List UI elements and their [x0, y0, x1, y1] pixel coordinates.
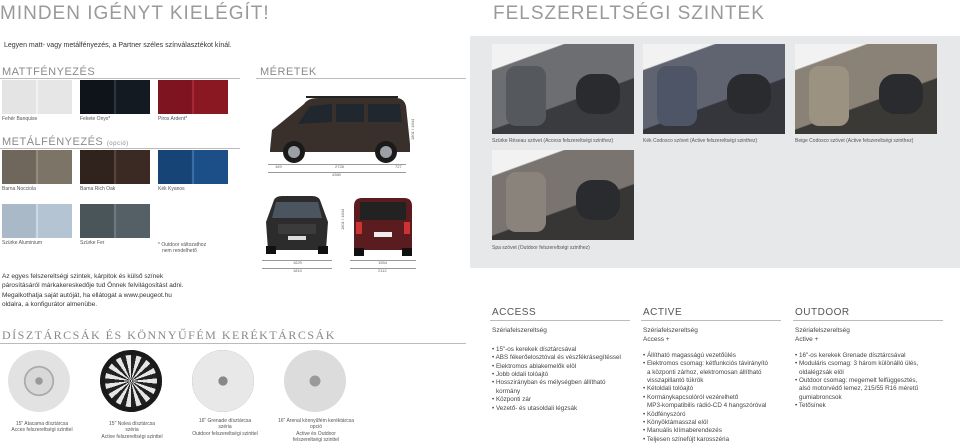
- para-line: párosításáról márkakereskedője tud Önnek felvilágosítást adni.: [2, 282, 184, 290]
- caption-line: 15" Atacama dísztárcsa: [15, 421, 69, 427]
- level-title-access: ACCESS: [492, 307, 537, 318]
- swatch-label: Kék Kyanos: [158, 186, 185, 192]
- page-title-left: MINDEN IGÉNYT KIELÉGÍT!: [0, 3, 270, 24]
- list-item: gumiabroncsok: [799, 393, 842, 401]
- matt-title: MATTFÉNYEZÉS: [2, 66, 96, 78]
- wheel-grenade-image: [192, 350, 254, 412]
- upholstery-photo-codosco-blue: [643, 44, 785, 134]
- level-list-outdoor: [795, 352, 955, 411]
- level-sub-outdoor: [795, 327, 850, 345]
- swatch-label: Fekete Onyx*: [80, 116, 111, 122]
- list-item: • Kétoldali tolóajtó: [643, 385, 694, 393]
- dim-label: 727: [395, 164, 402, 169]
- wheels-title: DÍSZTÁRCSÁK ÉS KÖNNYŰFÉM KERÉKTÁRCSÁK: [2, 328, 336, 342]
- page-title-right: FELSZERELTSÉGI SZINTEK: [493, 3, 765, 24]
- level-sub-line: Szériafelszereltség: [643, 327, 698, 334]
- list-item: visszapillantó tükrök: [647, 377, 704, 385]
- level-sub-access: [492, 327, 547, 336]
- list-item: oldalégzsák elöl: [799, 368, 844, 376]
- upholstery-caption: Kék Codosco szövet (Active felszereltségi szinthez): [643, 138, 758, 144]
- upholstery-photo-reseau: [492, 44, 634, 134]
- list-item: • Állítható magasságú vezetőülés: [643, 352, 736, 359]
- level-title-outdoor: OUTDOOR: [795, 307, 850, 318]
- list-item: • Vezető- és utasoldali légzsák: [492, 404, 578, 412]
- list-item: alsó motorvédő lemez, 215/55 R16 méretű: [799, 385, 919, 393]
- caption-line: 15" Nolea dísztárcsa: [109, 421, 155, 427]
- list-item: • Elektromos ablakemelők elöl: [492, 362, 577, 370]
- level-title-active: ACTIVE: [643, 307, 683, 318]
- dim-label: 2728: [335, 164, 344, 169]
- dim-label: 4380: [332, 172, 341, 177]
- caption-line: felszereltségi szinttel: [292, 436, 340, 443]
- swatch-label: Barna Nocciola: [2, 186, 36, 192]
- wheel-arenal-image: [284, 350, 346, 412]
- level-list-access: [492, 346, 640, 413]
- level-sub-line: Szériafelszereltség: [492, 327, 547, 334]
- list-item: • Moduláris csomag: 3 három különálló ülés,: [795, 360, 919, 368]
- wheel-caption-nolea: [92, 421, 172, 440]
- wheel-caption-atacama: [2, 421, 82, 434]
- upholstery-photo-codosco-beige: [795, 44, 937, 134]
- list-item: • Kormánykapcsolóról vezérelhető: [643, 393, 739, 401]
- caption-line: széria: [125, 427, 139, 434]
- level-list-active: [643, 352, 791, 444]
- level-sub-line: Active +: [795, 335, 819, 343]
- metal-title: [2, 136, 129, 148]
- swatch-label: Szürke Fer: [80, 240, 105, 246]
- wheel-nolea-image: [100, 350, 162, 412]
- swatch-label: Fehér Banquise: [2, 116, 38, 122]
- list-item: • Teljesen színefújt karosszéria: [643, 435, 730, 443]
- swatch-barna-nocciola: [2, 150, 72, 184]
- dim-label: 2112: [378, 268, 387, 273]
- swatch-feher-banquise: [2, 80, 72, 114]
- footnote-line: nem rendelhető: [162, 248, 197, 255]
- swatch-label: Barna Rich Oak: [80, 186, 116, 192]
- caption-line: Outdoor felszereltségi szinttel: [192, 430, 258, 437]
- footnote-line: * Outdoor változathoz: [158, 242, 207, 248]
- wheel-caption-grenade: [183, 418, 267, 437]
- dim-height: 1801 / 1844: [340, 208, 345, 230]
- car-front-view: [262, 192, 332, 256]
- level-sub-line: Szériafelszereltség: [795, 327, 850, 334]
- upholstery-photo-spa: [492, 150, 634, 240]
- dim-label: 1629: [293, 260, 302, 265]
- caption-line: széria: [218, 424, 232, 431]
- dim-label: 1810: [293, 268, 302, 273]
- list-item: • 15"-os kerekek dísztárcsával: [492, 346, 577, 353]
- info-paragraph: [2, 272, 242, 310]
- list-item: • Outdoor csomag: megemelt felfüggesztés,: [795, 377, 918, 385]
- intro-text: Legyen matt- vagy metálfényezés, a Partner széles színválasztékot kínál.: [4, 42, 232, 49]
- list-item: MP3-kompatibilis rádió-CD 4 hangszóróval: [647, 402, 767, 410]
- caption-line: Acces felszereltségi szinttel: [11, 427, 73, 434]
- para-line: Az egyes felszereltségi szintek, kárpitok és külső színek: [2, 273, 164, 280]
- list-item: • Elektromos csomag: kétfunkciós távirányító: [643, 360, 769, 368]
- list-item: a központi zárhoz, elektromosan állítható: [647, 368, 762, 376]
- level-sub-active: [643, 327, 698, 345]
- upholstery-caption: Beige Codosco szövet (Active felszereltségi szinthez): [795, 138, 914, 144]
- car-rear-view: [350, 194, 416, 256]
- dim-label: 1554: [378, 260, 387, 265]
- list-item: • Ködfényszóró: [643, 410, 686, 418]
- list-item: • Könyöktámasszal elöl: [643, 418, 708, 426]
- caption-line: opció: [310, 424, 322, 431]
- caption-line: 16" Arenal könnyűfém keréktárcsa: [278, 418, 354, 424]
- wheel-caption-arenal: [270, 418, 362, 443]
- upholstery-caption: Szürke Réseau szövet (Access felszereltségi szinthez): [492, 138, 614, 144]
- swatch-kek-kyanos: [158, 150, 228, 184]
- swatch-szurke-fer: [80, 204, 150, 238]
- footnote: [158, 242, 206, 255]
- car-side-view: [262, 90, 422, 170]
- list-item: • ABS fékerőelosztóval és vészfékrásegítéssel: [492, 354, 621, 362]
- para-line: Megalkothatja saját autóját, ha ellátogat a www.peugeot.hu: [2, 291, 172, 299]
- metal-note: (opció): [106, 141, 129, 147]
- upholstery-caption: Spa szövet (Outdoor felszereltségi szinthez): [492, 245, 590, 251]
- swatch-szurke-aluminium: [2, 204, 72, 238]
- list-item: • 16"-os kerekek Grenade dísztárcsával: [795, 352, 906, 359]
- list-item: kormány: [496, 387, 521, 395]
- list-item: • Jobb oldali tolóajtó: [492, 371, 549, 379]
- metal-title-text: METÁLFÉNYEZÉS: [2, 136, 104, 148]
- swatch-fekete-onyx: [80, 80, 150, 114]
- dimensions-title: MÉRETEK: [260, 66, 317, 78]
- list-item: • Tetősínek: [795, 402, 826, 410]
- swatch-label: Piros Ardent*: [158, 116, 188, 122]
- para-line: oldalra, a konfigurátor almenübe.: [2, 301, 98, 309]
- caption-line: Active felszereltségi szinttel: [101, 433, 163, 440]
- list-item: • Manuális klímaberendezés: [643, 427, 722, 435]
- list-item: • Hosszirányban és mélységben állítható: [492, 379, 606, 387]
- dim-height: 1801 / 1844: [410, 118, 415, 140]
- swatch-label: Szürke Aluminium: [2, 240, 43, 246]
- caption-line: 16" Grenade dísztárcsa: [198, 418, 252, 424]
- list-item: • Központi zár: [492, 396, 531, 404]
- dim-label: 169: [275, 164, 282, 169]
- caption-line: Active és Outdoor: [296, 430, 336, 437]
- swatch-barna-rich-oak: [80, 150, 150, 184]
- level-sub-line: Access +: [643, 335, 670, 343]
- swatch-piros-ardent: [158, 80, 228, 114]
- wheel-atacama-image: [8, 350, 70, 412]
